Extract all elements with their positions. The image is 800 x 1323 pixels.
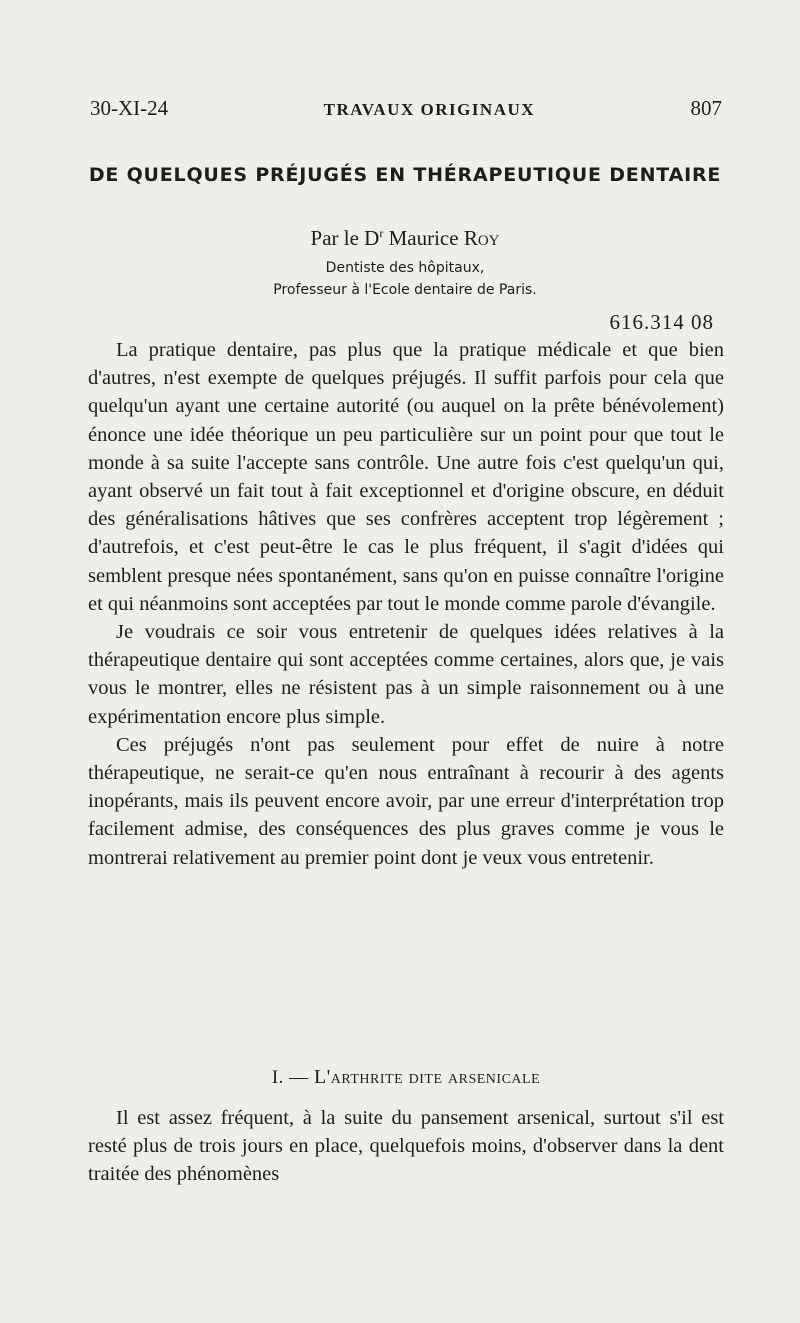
byline (80, 226, 730, 251)
section-label: TRAVAUX ORIGINAUX (323, 100, 536, 119)
section-body (88, 1104, 724, 1189)
article-body (88, 336, 724, 872)
running-head (90, 96, 722, 136)
article-title: DE QUELQUES PRÉJUGÉS EN THÉRAPEUTIQUE DENTAIRE (88, 164, 722, 186)
section-number: I. — (271, 1067, 309, 1088)
byline-title-sup: r (379, 226, 384, 240)
section-title: L'arthrite dite arsenicale (313, 1066, 541, 1088)
section-heading (88, 1066, 724, 1089)
paragraph: Il est assez fréquent, à la suite du pansement arsenical, surtout s'il est resté plus de trois jours en place, quelquefois moins, d'observer dans la dent traitée des phénomènes (88, 1107, 724, 1186)
author-last-name: Roy (463, 226, 500, 250)
paragraph: La pratique dentaire, pas plus que la pratique médicale et que bien d'autres, n'est exempte de quelques préjugés. Il suffit parfois pour cela que quelqu'un ayant une certaine autorité (ou auquel on la prête bénévolement) énonce une idée théorique un peu particulière sur un point pour que tout le monde à sa suite l'accepte sans contrôle. Une autre fois c'est quelqu'un qui, ayant observé un fait tout à fait exceptionnel et d'origine obscure, en déduit des généralisations hâtives que ses confrères acceptent trop légèrement ; d'autrefois, et c'est peut-être le cas le plus fréquent, il s'agit d'idées qui semblent presque nées spontanément, sans qu'on en puisse connaître l'origine et qui néanmoins sont acceptées par tout le monde comme parole d'évangile. (88, 339, 724, 615)
author-first-name: Maurice (388, 226, 459, 250)
issue-date: 30-XI-24 (90, 96, 169, 120)
byline-prefix: Par le D (310, 226, 380, 250)
paragraph: Je voudrais ce soir vous entretenir de quelques idées relatives à la thérapeutique dentaire qui sont acceptées comme certaines, alors que, je vais vous le montrer, elles ne résistent pas à un simple raisonnement ou à une expérimentation encore plus simple. (88, 621, 724, 728)
affiliation-line-1: Dentiste des hôpitaux, (325, 260, 485, 276)
paragraph: Ces préjugés n'ont pas seulement pour effet de nuire à notre thérapeutique, ne serait-ce qu'en nous entraînant à recourir à des agents inopérants, mais ils peuvent encore avoir, par une erreur d'interprétation trop facilement admise, des conséquences des plus graves comme je vous le montrerai relativement au premier point dont je veux vous entretenir. (88, 733, 724, 869)
affiliation-line-2: Professeur à l'Ecole dentaire de Paris. (273, 282, 537, 298)
page-number: 807 (690, 96, 722, 120)
classification-number: 616.314 08 (609, 310, 714, 334)
